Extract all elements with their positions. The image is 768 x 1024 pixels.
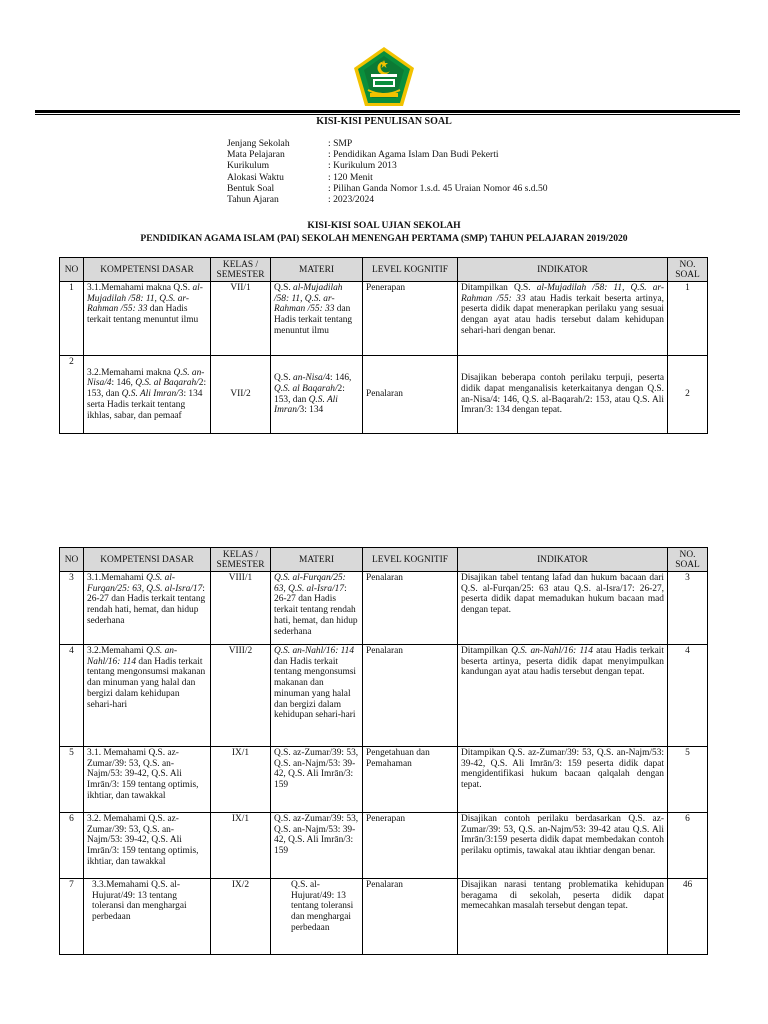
kisi-table-2 [59, 547, 708, 955]
table-header-row [60, 258, 708, 282]
info-label: Alokasi Waktu [227, 171, 284, 183]
info-label: Jenjang Sekolah [227, 138, 290, 149]
cell-kompetensi-dasar: 3.3.Memahami Q.S. al-Hujurat/49: 13 tentang toleransi dan menghargai perbedaan [84, 879, 211, 955]
header-kompetensi-dasar: KOMPETENSI DASAR [84, 548, 211, 572]
cell-materi: Q.S. al-Hujurat/49: 13 tentang toleransi dan menghargai perbedaan [271, 879, 363, 955]
cell-no: 6 [60, 813, 84, 879]
header-kompetensi-dasar: KOMPETENSI DASAR [84, 258, 211, 282]
cell-level: Penalaran [363, 645, 458, 747]
cell-kompetensi-dasar: 3.1.Memahami Q.S. al-Furqan/25: 63, Q.S. al-Isra/17: 26-27 dan Hadis terkait tentang rendah hati, hemat, dan hidup sederhana [84, 572, 211, 645]
cell-level: Pengetahuan dan Pemahaman [363, 747, 458, 813]
info-label: Bentuk Soal [227, 182, 275, 194]
cell-no: 7 [60, 879, 84, 955]
cell-materi: Q.S. al-Mujadilah /58: 11, Q.S. ar-Rahman /55: 33 dan Hadis terkait tentang menuntut ilmu [271, 282, 363, 356]
cell-no-soal: 3 [668, 572, 708, 645]
table-row [60, 282, 708, 356]
header-indikator: INDIKATOR [458, 258, 668, 282]
cell-indikator: Ditampilkan Q.S. al-Mujadilah /58: 11, Q.S. ar-Rahman /55: 33 atau Hadis terkait beserta artinya, peserta didik dapat menerapkan perilaku yang sesuai dengan ayat atau hadis tersebut dalam kehidupan sehari-hari dengan benar. [458, 282, 668, 356]
document-title: KISI-KISI PENULISAN SOAL [316, 116, 452, 127]
kemenag-logo-icon [352, 46, 416, 108]
cell-no-soal: 2 [668, 356, 708, 434]
cell-no: 4 [60, 645, 84, 747]
cell-kelas: VIII/2 [211, 645, 271, 747]
cell-kompetensi-dasar: 3.1. Memahami Q.S. az-Zumar/39: 53, Q.S. an-Najm/53: 39-42, Q.S. Ali Imrān/3: 159 tentang optimis, ikhtiar, dan tawakkal [84, 747, 211, 813]
table-row [60, 572, 708, 645]
cell-level: Penerapan [363, 282, 458, 356]
info-row [227, 183, 548, 194]
cell-materi: Q.S. an-Nisa/4: 146, Q.S. al Baqarah/2: 153, dan Q.S. Ali Imran/3: 134 [271, 356, 363, 434]
cell-materi: Q.S. az-Zumar/39: 53, Q.S. an-Najm/53: 39-42, Q.S. Ali Imrān/3: 159 [271, 813, 363, 879]
info-label: Kurikulum [227, 160, 270, 172]
table-row [60, 356, 708, 434]
cell-no: 5 [60, 747, 84, 813]
cell-no-soal: 46 [668, 879, 708, 955]
cell-materi: Q.S. az-Zumar/39: 53, Q.S. an-Najm/53: 39-42, Q.S. Ali Imrān/3: 159 [271, 747, 363, 813]
cell-materi: Q.S. al-Furqan/25: 63, Q.S. al-Isra/17: 26-27 dan Hadis terkait tentang rendah hati, hemat, dan hidup sederhana [271, 572, 363, 645]
table-row [60, 645, 708, 747]
cell-level: Penerapan [363, 813, 458, 879]
cell-indikator: Disajikan tabel tentang lafad dan hukum bacaan dari Q.S. al-Furqan/25: 63 atau Q.S. al-Isra/17: 26-27, peserta didik dapat memadukan hukum bacaan mad dengan tepat. [458, 572, 668, 645]
info-value: : SMP [328, 138, 353, 149]
info-row [227, 160, 548, 171]
cell-kompetensi-dasar: 3.2. Memahami Q.S. az-Zumar/39: 53, Q.S. an-Najm/53: 39-42, Q.S. Ali Imrān/3: 159 tentang optimis, ikhtiar, dan tawakkal [84, 813, 211, 879]
info-label: Tahun Ajaran [227, 194, 279, 206]
info-value: : Pilihan Ganda Nomor 1.s.d. 45 Uraian Nomor 46 s.d.50 [328, 182, 548, 194]
table-row [60, 813, 708, 879]
cell-indikator: Ditampikan Q.S. az-Zumar/39: 53, Q.S. an-Najm/53: 39-42, Q.S. Ali Imrān/3: 159 peserta didik dapat mengidentifikasi hukum bacaan qalqalah dengan tepat. [458, 747, 668, 813]
cell-kelas: VIII/1 [211, 572, 271, 645]
cell-no-soal: 4 [668, 645, 708, 747]
table-row [60, 879, 708, 955]
header-no: NO [60, 548, 84, 572]
cell-kompetensi-dasar: 3.2.Memahami Q.S. an-Nahl/16: 114 dan Hadis terkait tentang mengonsumsi makanan dan minuman yang halal dan bergizi dalam kehidupan sehari-hari [84, 645, 211, 747]
cell-indikator: Disajikan contoh perilaku berdasarkan Q.S. az-Zumar/39: 53, Q.S. an-Najm/53: 39-42 atau Q.S. Ali Imrān/3:159 peserta didik dapat membedakan contoh perilaku optimis, tawakal atau ikhtiar dengan benar. [458, 813, 668, 879]
section-title: KISI-KISI SOAL UJIAN SEKOLAH [307, 220, 461, 231]
header-kelas: KELAS / SEMESTER [211, 548, 271, 572]
cell-level: Penalaran [363, 356, 458, 434]
cell-no-soal: 6 [668, 813, 708, 879]
header-rule-thick [35, 110, 740, 113]
cell-no: 2 [60, 356, 84, 434]
info-value: : 120 Menit [328, 171, 373, 183]
cell-kelas: IX/2 [211, 879, 271, 955]
info-value: : Kurikulum 2013 [328, 160, 397, 172]
section-subtitle: PENDIDIKAN AGAMA ISLAM (PAI) SEKOLAH MENENGAH PERTAMA (SMP) TAHUN PELAJARAN 2019/2020 [140, 233, 628, 244]
cell-indikator: Disajikan beberapa contoh perilaku terpuji, peserta didik dapat menganalisis keterkaitanya dengan Q.S. an-Nisa/4: 146, Q.S. al-Baqarah/2: 153, atau Q.S. Ali Imran/3: 134 dengan tepat. [458, 356, 668, 434]
cell-no: 1 [60, 282, 84, 356]
info-label: Mata Pelajaran [227, 149, 285, 161]
info-row [227, 138, 548, 149]
header-no: NO [60, 258, 84, 282]
cell-level: Penalaran [363, 572, 458, 645]
cell-kelas: IX/1 [211, 813, 271, 879]
header-level-kognitif: LEVEL KOGNITIF [363, 548, 458, 572]
header-indikator: INDIKATOR [458, 548, 668, 572]
cell-indikator: Disajikan narasi tentang problematika kehidupan beragama di sekolah, peserta didik dapat memecahkan masalah tersebut dengan tepat. [458, 879, 668, 955]
info-value: : Pendidikan Agama Islam Dan Budi Pekerti [328, 149, 499, 161]
cell-no-soal: 5 [668, 747, 708, 813]
cell-kelas: IX/1 [211, 747, 271, 813]
table-header-row [60, 548, 708, 572]
cell-indikator: Ditampilkan Q.S. an-Nahl/16: 114 atau Hadis terkait beserta artinya, peserta didik dapat menyimpulkan kandungan ayat atau hadis tersebut dengan tepat. [458, 645, 668, 747]
info-value: : 2023/2024 [328, 194, 375, 206]
header-materi: MATERI [271, 548, 363, 572]
header-materi: MATERI [271, 258, 363, 282]
header-kelas: KELAS / SEMESTER [211, 258, 271, 282]
table-row [60, 747, 708, 813]
info-row [227, 194, 548, 205]
info-row [227, 172, 548, 183]
kisi-table-1 [59, 257, 708, 434]
cell-kompetensi-dasar: 3.2.Memahami makna Q.S. an-Nisa/4: 146, Q.S. al Baqarah/2: 153, dan Q.S. Ali Imran/3: 134 serta Hadis terkait tentang ikhlas, sabar, dan pemaaf [84, 356, 211, 434]
info-row [227, 149, 548, 160]
cell-materi: Q.S. an-Nahl/16: 114 dan Hadis terkait tentang mengonsumsi makanan dan minuman yang halal dan bergizi dalam kehidupan sehari-hari [271, 645, 363, 747]
cell-kelas: VII/1 [211, 282, 271, 356]
cell-no-soal: 1 [668, 282, 708, 356]
header-rule-thin [35, 114, 740, 115]
header-no-soal: NO. SOAL [668, 548, 708, 572]
cell-kelas: VII/2 [211, 356, 271, 434]
info-block [227, 138, 548, 205]
header-no-soal: NO. SOAL [668, 258, 708, 282]
cell-kompetensi-dasar: 3.1.Memahami makna Q.S. al-Mujadilah /58: 11, Q.S. ar-Rahman /55: 33 dan Hadis terkait tentang menuntut ilmu [84, 282, 211, 356]
header-level-kognitif: LEVEL KOGNITIF [363, 258, 458, 282]
cell-no: 3 [60, 572, 84, 645]
cell-level: Penalaran [363, 879, 458, 955]
